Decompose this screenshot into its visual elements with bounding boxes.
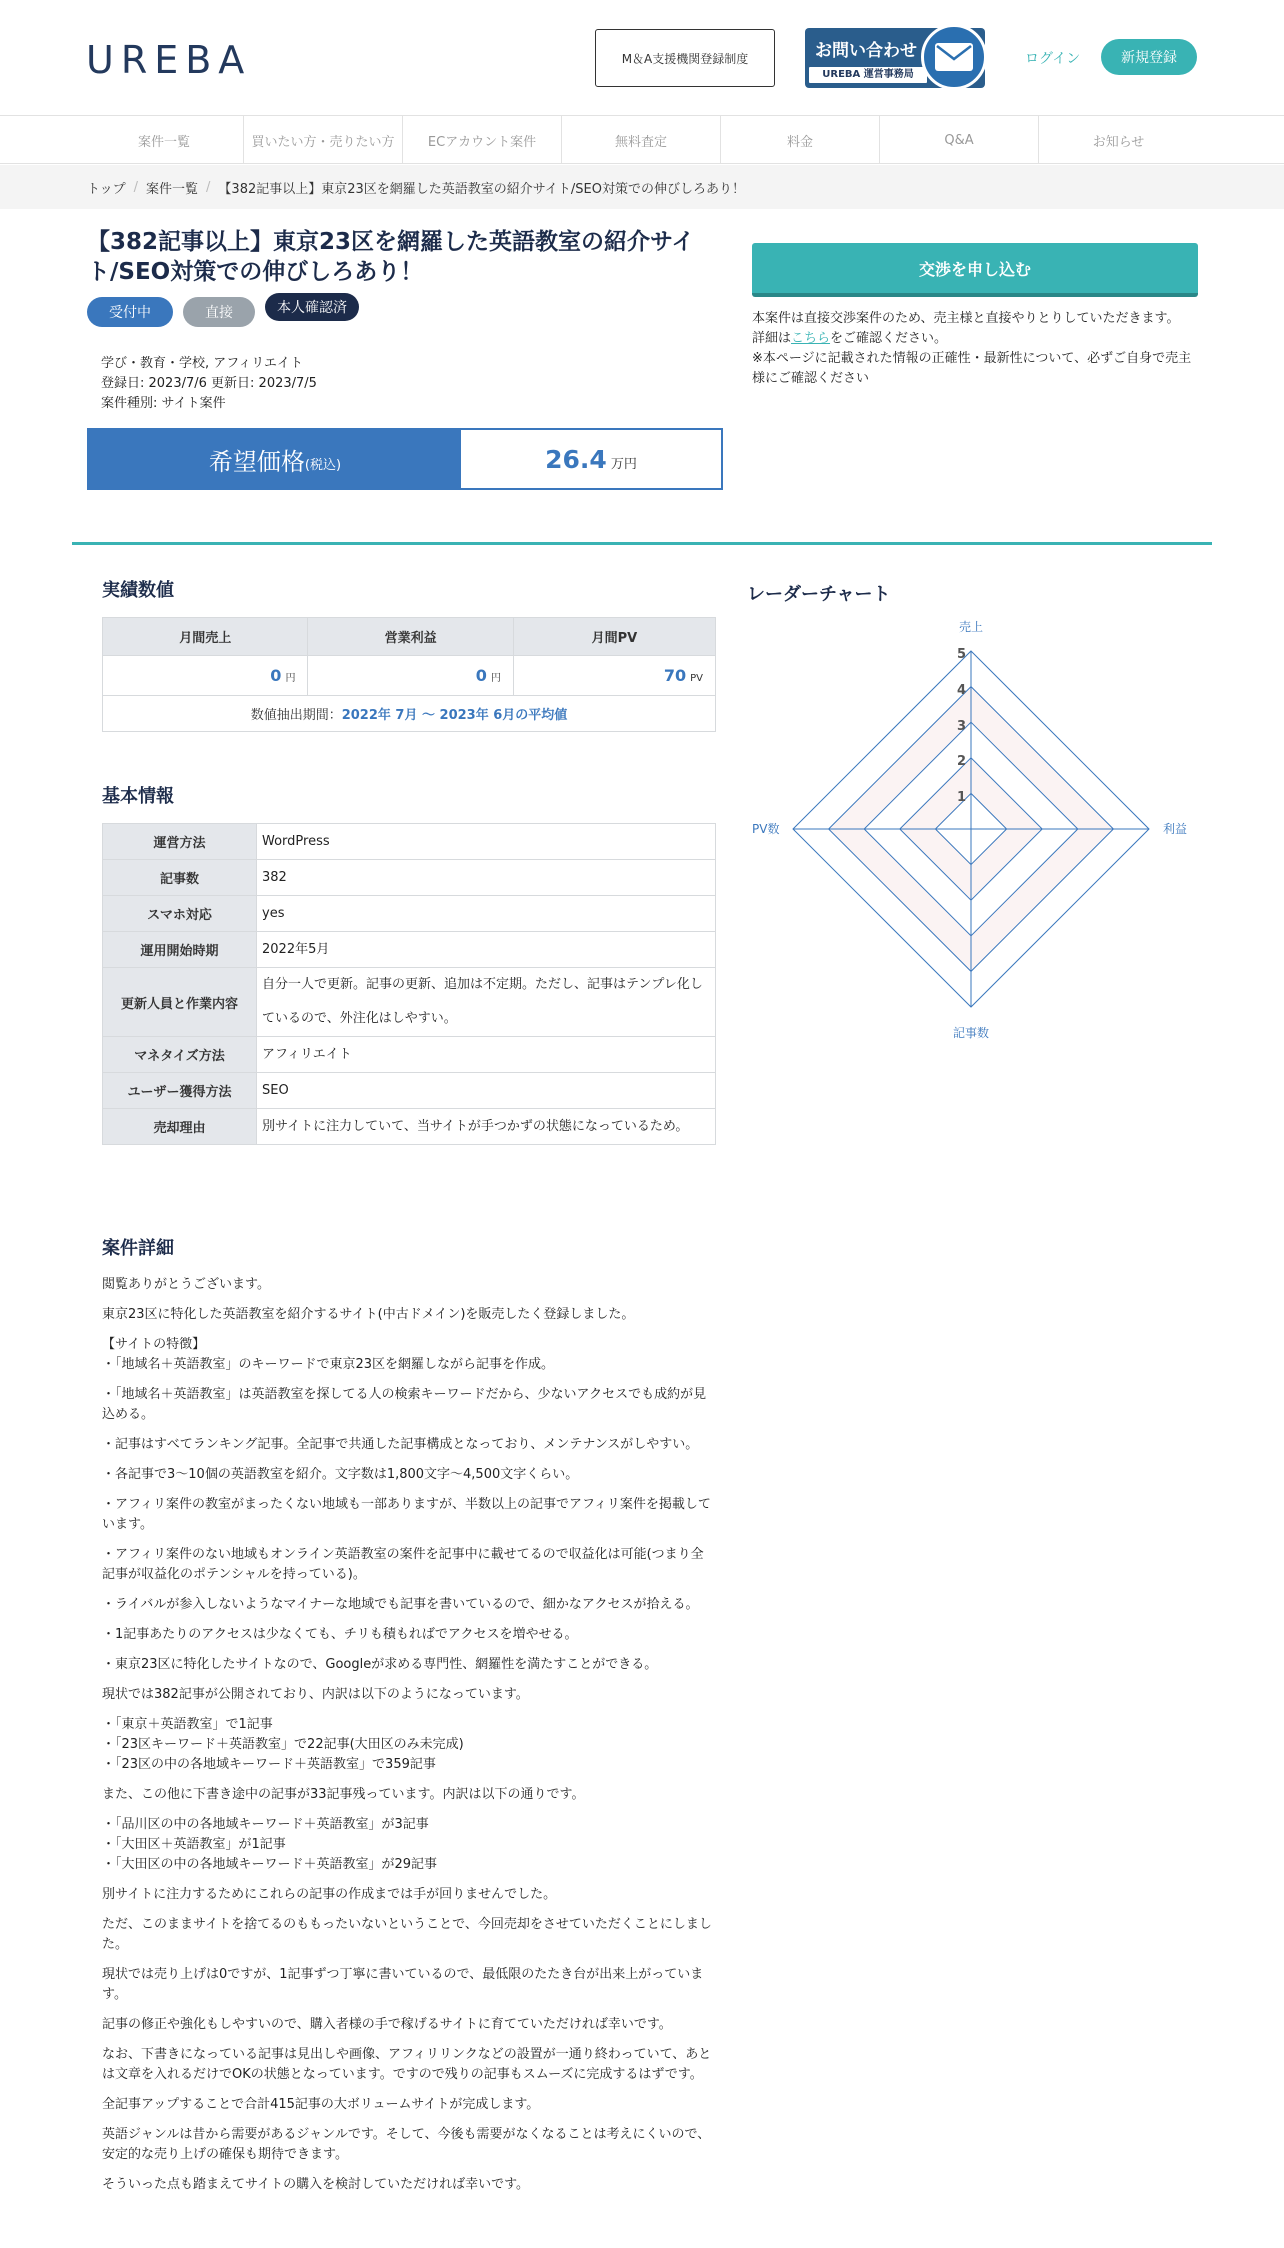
nav-news[interactable]: お知らせ [1092,134,1145,150]
status-tags [87,297,359,327]
radar-axis-label: 売上 [958,620,984,634]
listing-meta [101,354,317,414]
detail-paragraph: ・東京23区に特化したサイトなので、Googleが求める専門性、網羅性を満たすことができる。 [102,1657,658,1672]
note-details: 詳細はこちらをご確認ください。 [752,331,948,346]
perf-header-sales: 月間売上 [103,618,308,656]
nav-pricing[interactable]: 料金 [721,116,880,164]
listing-category: 学び・教育・学校, アフィリエイト [101,356,303,371]
table-row [103,932,716,968]
row-value: 別サイトに注力していて、当サイトが手つかずの状態になっているため。 [257,1109,716,1145]
breadcrumb-listings[interactable]: 案件一覧 [146,181,199,197]
detail-paragraph: 現状では382記事が公開されており、内訳は以下のようになっています。 [102,1687,529,1702]
detail-paragraph: 【サイトの特徴】 ・「地域名＋英語教室」のキーワードで東京23区を網羅しながら記事を作成。 [102,1337,555,1372]
table-row [103,1073,716,1109]
perf-sales: 0 円 [103,656,308,696]
detail-paragraph: ・「品川区の中の各地域キーワード＋英語教室」が3記事 ・「大田区＋英語教室」が1記事 ・「大田区の中の各地域キーワード＋英語教室」が29記事 [102,1817,438,1872]
detail-paragraph: 現状では売り上げは0ですが、1記事ずつ丁寧に書いているので、最低限のたたき台が出来上がっています。 [102,1967,704,2002]
detail-paragraph: ・「東京＋英語教室」で1記事 ・「23区キーワード＋英語教室」で22記事(大田区のみ未完成) ・「23区の中の各地域キーワード＋英語教室」で359記事 [102,1717,464,1772]
nav-free-appraisal[interactable]: 無料査定 [562,116,721,164]
nav-ec-accounts[interactable]: ECアカウント案件 [403,116,562,164]
breadcrumb-top[interactable]: トップ [87,181,126,197]
perf-profit: 0 円 [308,656,513,696]
detail-paragraph: 東京23区に特化した英語教室を紹介するサイト(中古ドメイン)を販売したく登録しました。 [102,1307,635,1322]
perf-header-pv: 月間PV [513,618,715,656]
logo[interactable]: UREBA [86,38,252,82]
basic-info-table [102,823,716,1145]
status-badge-direct: 直接 [183,297,255,327]
radar-axis-label: 利益 [1163,822,1188,836]
detail-paragraph: ・「地域名＋英語教室」は英語教室を探してる人の検索キーワードだから、少ないアクセスでも成約が見込める。 [102,1387,707,1422]
price-value: 26.4 万円 [545,444,637,474]
radar-axis-label: PV数 [752,822,780,836]
table-row [103,1109,716,1145]
listing-title: 【382記事以上】東京23区を網羅した英語教室の紹介サイト/SEO対策での伸びしろあり！ [87,229,695,285]
details-link[interactable]: こちら [791,331,831,346]
price-label: 希望価格 (税込) [89,430,461,488]
breadcrumb-current: 【382記事以上】東京23区を網羅した英語教室の紹介サイト/SEO対策での伸びしろあり！ [218,181,745,197]
listing-dates: 登録日: 2023/7/6 更新日: 2023/7/5 [101,376,317,391]
table-row [103,1037,716,1073]
table-row [103,896,716,932]
row-key: 運営方法 [103,824,257,860]
negotiate-button[interactable]: 交渉を申し込む [752,243,1198,297]
contact-title: お問い合わせ [815,41,917,61]
nav-qa[interactable]: Q&A [880,116,1039,164]
contact-button[interactable] [805,28,985,88]
table-row [103,968,716,1037]
details-heading: 案件詳細 [102,1238,174,1259]
detail-paragraph: 閲覧ありがとうございます。 [102,1277,270,1292]
price-box [87,428,723,490]
radar-chart [745,615,1205,1055]
perf-header-profit: 営業利益 [308,618,513,656]
login-link[interactable]: ログイン [1025,51,1081,67]
row-value: WordPress [257,824,716,860]
breadcrumb-separator: / [206,179,211,195]
row-value: 2022年5月 [257,932,716,968]
detail-paragraph: また、この他に下書き途中の記事が33記事残っています。内訳は以下の通りです。 [102,1787,585,1802]
main-nav [0,116,1284,164]
detail-paragraph: ただ、このままサイトを捨てるのももったいないということで、今回売却をさせていただくことにしました。 [102,1917,712,1952]
note-disclaimer: ※本ページに記載された情報の正確性・最新性について、必ずご自身で売主様にご確認ください [752,351,1192,386]
listing-details [102,1275,716,2205]
row-key: 更新人員と作業内容 [103,968,257,1037]
detail-paragraph: 全記事アップすることで合計415記事の大ボリュームサイトが完成します。 [102,2097,540,2112]
site-header [0,0,1284,116]
signup-button[interactable]: 新規登録 [1101,39,1197,75]
row-value: SEO [257,1073,716,1109]
row-key: 売却理由 [103,1109,257,1145]
detail-paragraph: 別サイトに注力するためにこれらの記事の作成までは手が回りませんでした。 [102,1887,557,1902]
detail-paragraph: 英語ジャンルは昔から需要があるジャンルです。そして、今後も需要がなくなることは考えにくいので、安定的な売り上げの確保も期待できます。 [102,2127,711,2162]
table-row [103,824,716,860]
row-value: アフィリエイト [257,1037,716,1073]
detail-paragraph: ・各記事で3〜10個の英語教室を紹介。文字数は1,800文字〜4,500文字くらい。 [102,1467,579,1482]
row-key: マネタイズ方法 [103,1037,257,1073]
breadcrumb [0,165,1284,209]
ma-registration-button[interactable]: M＆A支援機関登録制度 [595,29,775,87]
status-badge-verified: 本人確認済 [265,293,359,321]
status-badge-open: 受付中 [87,297,173,327]
row-key: 運用開始時期 [103,932,257,968]
row-key: スマホ対応 [103,896,257,932]
detail-paragraph: そういった点も踏まえてサイトの購入を検討していただければ幸いです。 [102,2177,530,2192]
perf-period: 数値抽出期間：2022年 7月 〜 2023年 6月の平均値 [103,696,716,732]
row-value: 自分一人で更新。記事の更新、追加は不定期。ただし、記事はテンプレ化しているので、外注化はしやすい。 [257,968,716,1037]
section-divider [72,542,1212,545]
detail-paragraph: ・アフィリ案件のない地域もオンライン英語教室の案件を記事中に載せてるので収益化は可能(つまり全記事が収益化のポテンシャルを持っている)。 [102,1547,704,1582]
row-key: ユーザー獲得方法 [103,1073,257,1109]
performance-table [102,617,716,732]
nav-listings[interactable]: 案件一覧 [85,116,244,164]
radar-tick: 4 [956,683,966,698]
radar-tick: 3 [956,719,966,734]
detail-paragraph: ・記事はすべてランキング記事。全記事で共通した記事構成となっており、メンテナンスがしやすい。 [102,1437,699,1452]
detail-paragraph: ・1記事あたりのアクセスは少なくても、チリも積もればでアクセスを増やせる。 [102,1627,578,1642]
nav-buyers-sellers[interactable]: 買いたい方・売りたい方 [244,116,403,164]
row-key: 記事数 [103,860,257,896]
basic-info-heading: 基本情報 [102,786,174,807]
note-direct: 本案件は直接交渉案件のため、売主様と直接やりとりしていただきます。 [752,311,1180,326]
radar-tick: 1 [956,790,966,805]
negotiation-notes [752,309,1198,389]
radar-heading: レーダーチャート [747,584,891,605]
radar-axis-label: 記事数 [952,1026,990,1040]
row-value: 382 [257,860,716,896]
breadcrumb-separator: / [133,179,139,195]
radar-tick: 5 [956,647,966,662]
perf-pv: 70 PV [513,656,715,696]
detail-paragraph: なお、下書きになっている記事は見出しや画像、アフィリリンクなどの設置が一通り終わっていて、あとは文章を入れるだけでOKの状態となっています。ですので残りの記事もスムーズに完成するはずです。 [102,2047,712,2082]
contact-subtitle: UREBA 運営事務局 [809,67,927,83]
detail-paragraph: ・ライバルが参入しないようなマイナーな地域でも記事を書いているので、細かなアクセスが拾える。 [102,1597,699,1612]
mail-icon [921,24,987,90]
detail-paragraph: 記事の修正や強化もしやすいので、購入者様の手で稼げるサイトに育てていただければ幸いです。 [102,2017,672,2032]
radar-tick: 2 [956,754,966,769]
listing-type: 案件種別: サイト案件 [101,396,226,411]
table-row [103,860,716,896]
detail-paragraph: ・アフィリ案件の教室がまったくない地域も一部ありますが、半数以上の記事でアフィリ案件を掲載しています。 [102,1497,711,1532]
row-value: yes [257,896,716,932]
performance-heading: 実績数値 [102,580,174,601]
